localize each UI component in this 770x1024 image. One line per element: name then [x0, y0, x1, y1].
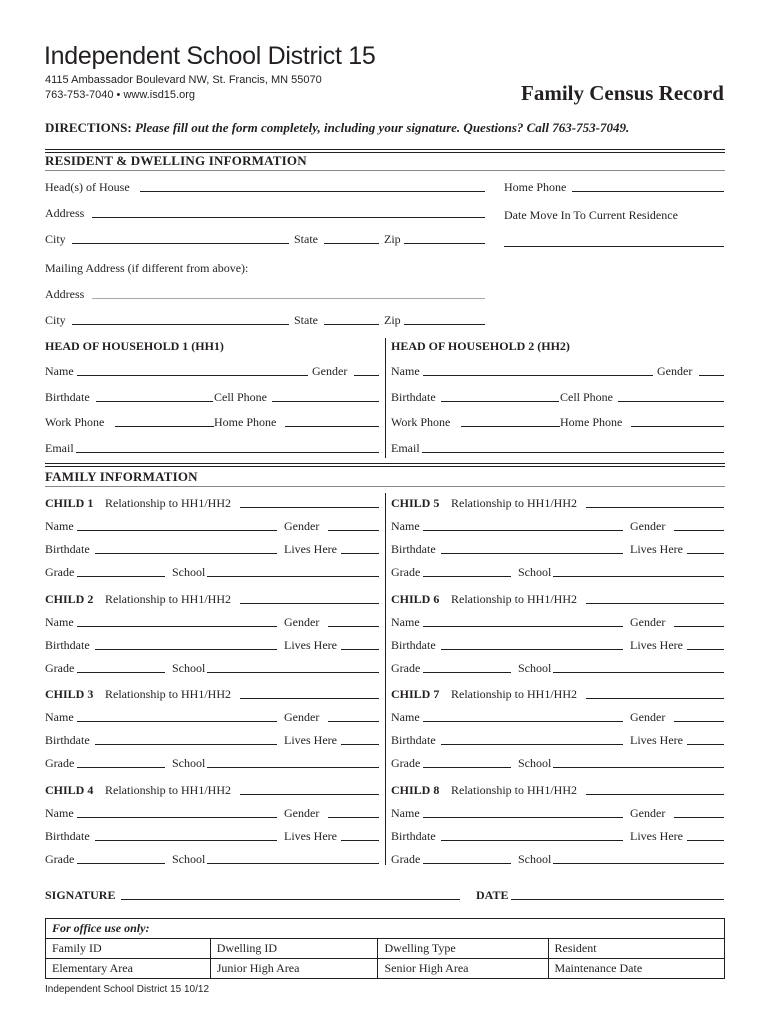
child-1-title: CHILD 1 [45, 496, 94, 510]
child-4-grade-label: Grade [45, 852, 75, 866]
mail-city-label: City [45, 313, 66, 327]
child-2-relationship-field[interactable] [240, 603, 379, 604]
heads-of-house-label: Head(s) of House [45, 180, 130, 194]
child-7-birthdate-label: Birthdate [391, 733, 436, 747]
child-6-name-label: Name [391, 615, 420, 629]
child-3-birthdate-field[interactable] [95, 744, 277, 745]
child-5-gender-field[interactable] [674, 530, 724, 531]
child-2-gender-label: Gender [284, 615, 320, 629]
child-7-school-label: School [518, 756, 552, 770]
child-5-grade-field[interactable] [423, 576, 511, 577]
child-2-grade-field[interactable] [77, 672, 165, 673]
form-title: Family Census Record [521, 81, 724, 105]
office-senior-high-area: Senior High Area [378, 959, 548, 979]
date-move-in-label: Date Move In To Current Residence [504, 208, 678, 222]
state-field[interactable] [324, 243, 379, 244]
child-4-relationship-field[interactable] [240, 794, 379, 795]
child-3-relationship-label: Relationship to HH1/HH2 [105, 687, 231, 701]
child-7-birthdate-field[interactable] [441, 744, 623, 745]
district-address: 4115 Ambassador Boulevard NW, St. Francis, MN 55070 [45, 74, 322, 86]
child-5-school-label: School [518, 565, 552, 579]
hh1-home-phone-label: Home Phone [214, 415, 277, 429]
office-family-id: Family ID [46, 939, 211, 959]
hh1-work-phone-field[interactable] [115, 426, 214, 427]
state-label: State [294, 232, 318, 246]
child-3-name-label: Name [45, 710, 74, 724]
child-2-name-label: Name [45, 615, 74, 629]
child-5-relationship-label: Relationship to HH1/HH2 [451, 496, 577, 510]
child-5-gender-label: Gender [630, 519, 666, 533]
child-7-lives-here-label: Lives Here [630, 733, 683, 747]
family-rule-top [45, 463, 725, 464]
office-resident: Resident [548, 939, 724, 959]
child-6-grade-field[interactable] [423, 672, 511, 673]
hh2-email-field[interactable] [422, 452, 724, 453]
child-6-lives-here-label: Lives Here [630, 638, 683, 652]
child-5-lives-here-label: Lives Here [630, 542, 683, 556]
heads-of-house-field[interactable] [140, 191, 485, 192]
child-1-gender-label: Gender [284, 519, 320, 533]
child-1-relationship-field[interactable] [240, 507, 379, 508]
date-move-in-field[interactable] [504, 246, 724, 247]
hh1-email-field[interactable] [76, 452, 379, 453]
hh1-home-phone-field[interactable] [285, 426, 379, 427]
signature-field[interactable] [121, 899, 460, 900]
signature-label: SIGNATURE [45, 888, 116, 902]
child-7-title: CHILD 7 [391, 687, 440, 701]
office-dwelling-type: Dwelling Type [378, 939, 548, 959]
child-8-grade-label: Grade [391, 852, 421, 866]
child-5-relationship-field[interactable] [586, 507, 724, 508]
family-title-underline [45, 486, 725, 487]
child-7-name-label: Name [391, 710, 420, 724]
child-1-birthdate-label: Birthdate [45, 542, 90, 556]
child-3-school-label: School [172, 756, 206, 770]
hh2-gender-field[interactable] [699, 375, 724, 376]
family-section-title: FAMILY INFORMATION [45, 469, 198, 484]
child-1-gender-field[interactable] [328, 530, 379, 531]
hh-divider [385, 338, 386, 458]
child-6-school-label: School [518, 661, 552, 675]
child-8-name-field[interactable] [423, 817, 623, 818]
child-8-grade-field[interactable] [423, 863, 511, 864]
child-5-birthdate-label: Birthdate [391, 542, 436, 556]
family-rule-bottom [45, 466, 725, 467]
home-phone-label: Home Phone [504, 180, 567, 194]
hh1-cell-phone-label: Cell Phone [214, 390, 267, 404]
hh1-birthdate-field[interactable] [96, 401, 213, 402]
hh2-name-label: Name [391, 364, 420, 378]
child-3-gender-field[interactable] [328, 721, 379, 722]
district-name: Independent School District 15 [44, 42, 376, 70]
office-use-table [45, 918, 725, 979]
hh2-home-phone-field[interactable] [631, 426, 724, 427]
hh2-gender-label: Gender [657, 364, 693, 378]
child-8-birthdate-label: Birthdate [391, 829, 436, 843]
office-use-title: For office use only: [46, 919, 725, 939]
child-3-name-field[interactable] [77, 721, 277, 722]
child-8-title: CHILD 8 [391, 783, 440, 797]
child-6-birthdate-field[interactable] [441, 649, 623, 650]
child-1-grade-label: Grade [45, 565, 75, 579]
child-6-gender-field[interactable] [674, 626, 724, 627]
child-1-lives-here-field[interactable] [341, 553, 379, 554]
hh2-email-label: Email [391, 441, 420, 455]
child-2-title: CHILD 2 [45, 592, 94, 606]
family-divider [385, 493, 386, 865]
child-3-title: CHILD 3 [45, 687, 94, 701]
office-dwelling-id: Dwelling ID [210, 939, 378, 959]
child-3-lives-here-field[interactable] [341, 744, 379, 745]
child-4-school-field[interactable] [207, 863, 379, 864]
child-6-relationship-field[interactable] [586, 603, 724, 604]
child-2-school-label: School [172, 661, 206, 675]
zip-label: Zip [384, 232, 401, 246]
resident-title-underline [45, 170, 725, 171]
child-8-lives-here-field[interactable] [687, 840, 724, 841]
child-3-birthdate-label: Birthdate [45, 733, 90, 747]
hh1-gender-field[interactable] [354, 375, 379, 376]
child-5-school-field[interactable] [553, 576, 724, 577]
hh2-work-phone-field[interactable] [461, 426, 560, 427]
child-5-name-field[interactable] [423, 530, 623, 531]
address-label: Address [45, 206, 85, 220]
hh1-birthdate-label: Birthdate [45, 390, 90, 404]
child-8-school-field[interactable] [553, 863, 724, 864]
office-elementary-area: Elementary Area [46, 959, 211, 979]
child-8-relationship-field[interactable] [586, 794, 724, 795]
child-2-birthdate-label: Birthdate [45, 638, 90, 652]
hh2-title: HEAD OF HOUSEHOLD 2 (HH2) [391, 339, 570, 353]
footer-text: Independent School District 15 10/12 [45, 984, 209, 995]
hh2-cell-phone-field[interactable] [618, 401, 724, 402]
child-3-gender-label: Gender [284, 710, 320, 724]
child-4-lives-here-label: Lives Here [284, 829, 337, 843]
child-5-lives-here-field[interactable] [687, 553, 724, 554]
child-7-relationship-field[interactable] [586, 698, 724, 699]
section-rule-top [45, 149, 725, 150]
date-label: DATE [476, 888, 509, 902]
hh2-name-field[interactable] [423, 375, 653, 376]
child-3-lives-here-label: Lives Here [284, 733, 337, 747]
child-2-school-field[interactable] [207, 672, 379, 673]
child-7-relationship-label: Relationship to HH1/HH2 [451, 687, 577, 701]
hh1-email-label: Email [45, 441, 74, 455]
child-2-birthdate-field[interactable] [95, 649, 277, 650]
child-6-title: CHILD 6 [391, 592, 440, 606]
child-5-grade-label: Grade [391, 565, 421, 579]
hh1-cell-phone-field[interactable] [272, 401, 379, 402]
city-label: City [45, 232, 66, 246]
child-6-school-field[interactable] [553, 672, 724, 673]
hh2-cell-phone-label: Cell Phone [560, 390, 613, 404]
child-2-gender-field[interactable] [328, 626, 379, 627]
hh2-work-phone-label: Work Phone [391, 415, 451, 429]
directions-label: DIRECTIONS: [45, 120, 132, 135]
home-phone-field[interactable] [572, 191, 724, 192]
child-4-title: CHILD 4 [45, 783, 94, 797]
hh1-name-label: Name [45, 364, 74, 378]
child-5-title: CHILD 5 [391, 496, 440, 510]
child-8-relationship-label: Relationship to HH1/HH2 [451, 783, 577, 797]
child-4-name-field[interactable] [77, 817, 277, 818]
mail-address-field[interactable] [92, 298, 485, 299]
child-2-lives-here-field[interactable] [341, 649, 379, 650]
child-4-gender-field[interactable] [328, 817, 379, 818]
child-3-relationship-field[interactable] [240, 698, 379, 699]
child-1-lives-here-label: Lives Here [284, 542, 337, 556]
address-field[interactable] [92, 217, 485, 218]
child-4-gender-label: Gender [284, 806, 320, 820]
child-7-grade-label: Grade [391, 756, 421, 770]
mail-city-field[interactable] [72, 324, 289, 325]
child-7-school-field[interactable] [553, 767, 724, 768]
office-junior-high-area: Junior High Area [210, 959, 378, 979]
child-1-name-field[interactable] [77, 530, 277, 531]
child-4-name-label: Name [45, 806, 74, 820]
mail-address-label: Address [45, 287, 85, 301]
child-4-lives-here-field[interactable] [341, 840, 379, 841]
district-contact: 763-753-7040 • www.isd15.org [45, 89, 195, 101]
child-8-lives-here-label: Lives Here [630, 829, 683, 843]
child-4-relationship-label: Relationship to HH1/HH2 [105, 783, 231, 797]
child-7-name-field[interactable] [423, 721, 623, 722]
child-1-relationship-label: Relationship to HH1/HH2 [105, 496, 231, 510]
directions [45, 120, 629, 136]
child-3-grade-label: Grade [45, 756, 75, 770]
child-8-gender-field[interactable] [674, 817, 724, 818]
resident-section-title: RESIDENT & DWELLING INFORMATION [45, 153, 307, 168]
child-8-name-label: Name [391, 806, 420, 820]
child-6-relationship-label: Relationship to HH1/HH2 [451, 592, 577, 606]
child-6-lives-here-field[interactable] [687, 649, 724, 650]
hh1-name-field[interactable] [77, 375, 308, 376]
child-1-birthdate-field[interactable] [95, 553, 277, 554]
child-8-birthdate-field[interactable] [441, 840, 623, 841]
child-5-birthdate-field[interactable] [441, 553, 623, 554]
child-1-school-label: School [172, 565, 206, 579]
hh2-birthdate-label: Birthdate [391, 390, 436, 404]
child-2-grade-label: Grade [45, 661, 75, 675]
child-7-grade-field[interactable] [423, 767, 511, 768]
date-field[interactable] [511, 899, 724, 900]
child-4-school-label: School [172, 852, 206, 866]
child-6-grade-label: Grade [391, 661, 421, 675]
mail-zip-field[interactable] [404, 324, 485, 325]
mail-state-label: State [294, 313, 318, 327]
zip-field[interactable] [404, 243, 485, 244]
mailing-address-heading: Mailing Address (if different from above): [45, 261, 249, 275]
child-4-grade-field[interactable] [77, 863, 165, 864]
child-7-lives-here-field[interactable] [687, 744, 724, 745]
child-4-birthdate-label: Birthdate [45, 829, 90, 843]
mail-state-field[interactable] [324, 324, 379, 325]
child-2-relationship-label: Relationship to HH1/HH2 [105, 592, 231, 606]
city-field[interactable] [72, 243, 289, 244]
office-maintenance-date: Maintenance Date [548, 959, 724, 979]
hh1-gender-label: Gender [312, 364, 348, 378]
mail-zip-label: Zip [384, 313, 401, 327]
child-7-gender-label: Gender [630, 710, 666, 724]
child-3-school-field[interactable] [207, 767, 379, 768]
directions-text: Please fill out the form completely, including your signature. Questions? Call 763-753-7049. [134, 120, 630, 135]
child-2-name-field[interactable] [77, 626, 277, 627]
child-8-school-label: School [518, 852, 552, 866]
hh2-birthdate-field[interactable] [441, 401, 559, 402]
child-6-birthdate-label: Birthdate [391, 638, 436, 652]
child-5-name-label: Name [391, 519, 420, 533]
hh1-work-phone-label: Work Phone [45, 415, 105, 429]
child-8-gender-label: Gender [630, 806, 666, 820]
hh1-title: HEAD OF HOUSEHOLD 1 (HH1) [45, 339, 224, 353]
hh2-home-phone-label: Home Phone [560, 415, 623, 429]
child-3-grade-field[interactable] [77, 767, 165, 768]
child-1-school-field[interactable] [207, 576, 379, 577]
child-1-name-label: Name [45, 519, 74, 533]
child-6-gender-label: Gender [630, 615, 666, 629]
child-4-birthdate-field[interactable] [95, 840, 277, 841]
child-1-grade-field[interactable] [77, 576, 165, 577]
child-2-lives-here-label: Lives Here [284, 638, 337, 652]
child-6-name-field[interactable] [423, 626, 623, 627]
child-7-gender-field[interactable] [674, 721, 724, 722]
